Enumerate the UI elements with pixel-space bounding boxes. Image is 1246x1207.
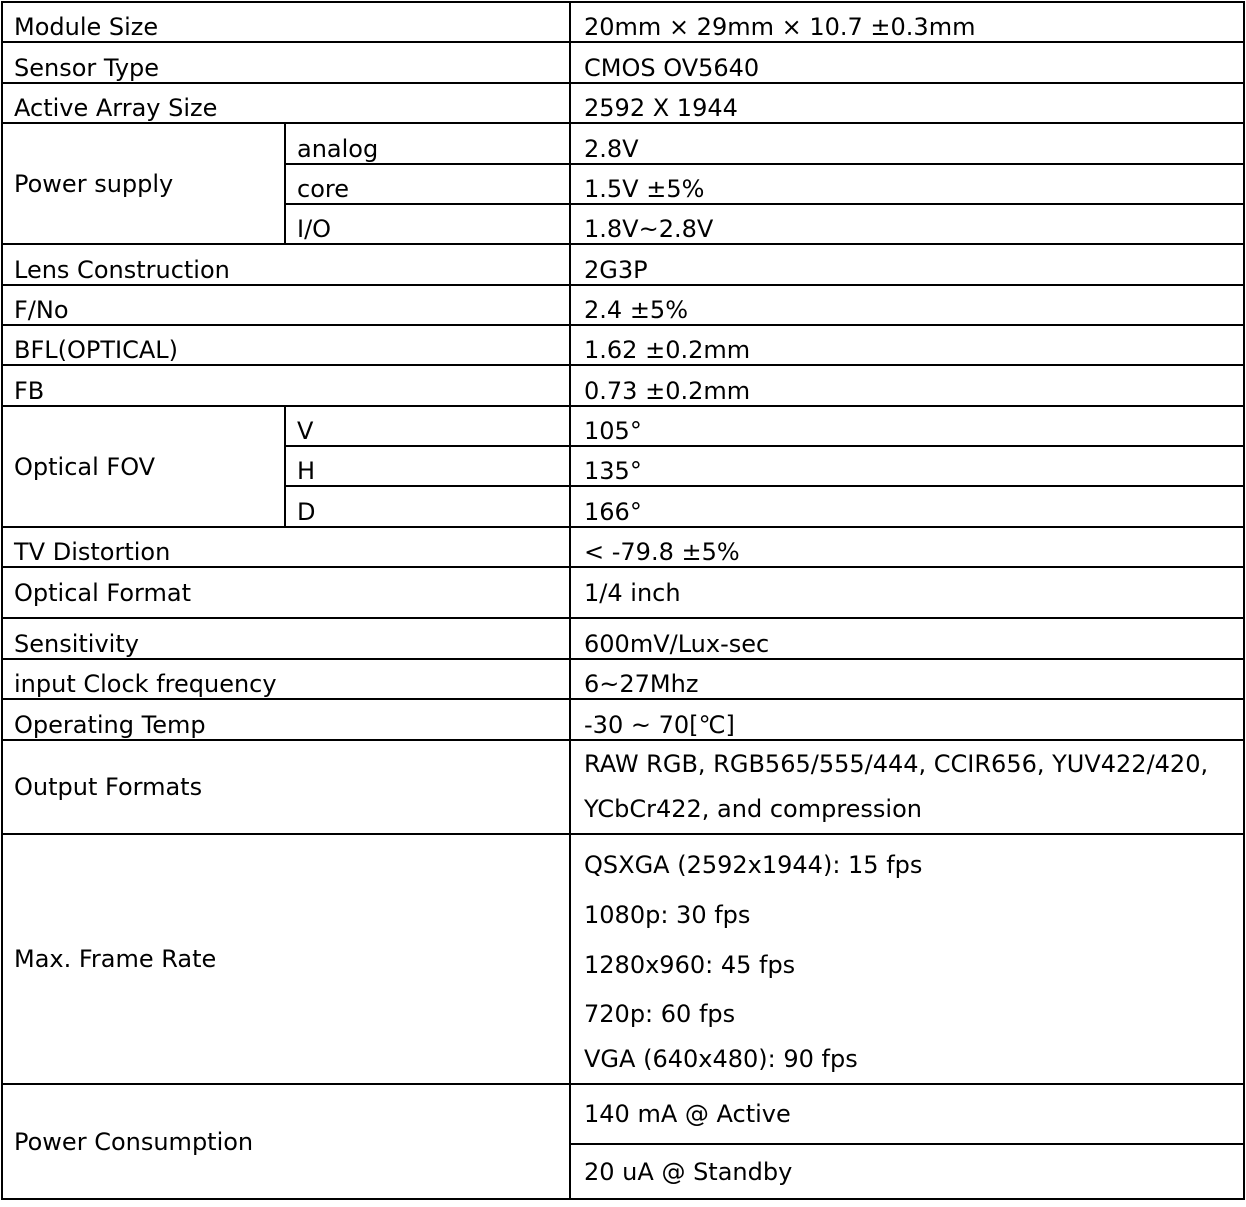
sublabel-analog: analog — [285, 123, 570, 164]
value-fb: 0.73 ±0.2mm — [570, 365, 1244, 406]
value-operating-temp: -30 ~ 70[℃] — [570, 699, 1244, 740]
value-sensitivity: 600mV/Lux-sec — [570, 618, 1244, 659]
row-bfl — [2, 325, 1244, 365]
row-power-active — [2, 1084, 1244, 1144]
label-power-supply: Power supply — [2, 123, 285, 244]
value-input-clock: 6~27Mhz — [570, 659, 1244, 699]
label-tv-distortion: TV Distortion — [2, 527, 570, 567]
value-active-array-size: 2592 X 1944 — [570, 83, 1244, 123]
row-tv-distortion — [2, 527, 1244, 567]
value-fov-v: 105° — [570, 406, 1244, 446]
label-output-formats: Output Formats — [2, 740, 570, 834]
label-sensitivity: Sensitivity — [2, 618, 570, 659]
row-module-size — [2, 2, 1244, 42]
value-power-active: 140 mA @ Active — [570, 1084, 1244, 1144]
output-formats-line: RAW RGB, RGB565/555/444, CCIR656, YUV422/420, — [584, 750, 1209, 778]
label-max-frame-rate: Max. Frame Rate — [2, 834, 570, 1084]
label-operating-temp: Operating Temp — [2, 699, 570, 740]
label-active-array-size: Active Array Size — [2, 83, 570, 123]
value-fov-d: 166° — [570, 486, 1244, 527]
label-f-no: F/No — [2, 285, 570, 325]
frame-rate-line: VGA (640x480): 90 fps — [584, 1045, 858, 1073]
label-input-clock: input Clock frequency — [2, 659, 570, 699]
value-f-no: 2.4 ±5% — [570, 285, 1244, 325]
row-input-clock — [2, 659, 1244, 699]
value-output-formats — [570, 740, 1244, 834]
row-active-array-size — [2, 83, 1244, 123]
value-core: 1.5V ±5% — [570, 164, 1244, 204]
row-output-formats — [2, 740, 1244, 834]
sublabel-d: D — [285, 486, 570, 527]
row-lens-construction — [2, 244, 1244, 285]
value-power-standby: 20 uA @ Standby — [570, 1144, 1244, 1199]
value-module-size: 20mm × 29mm × 10.7 ±0.3mm — [570, 2, 1244, 42]
label-lens-construction: Lens Construction — [2, 244, 570, 285]
value-max-frame-rate — [570, 834, 1244, 1084]
label-module-size: Module Size — [2, 2, 570, 42]
label-bfl: BFL(OPTICAL) — [2, 325, 570, 365]
row-optical-format — [2, 567, 1244, 618]
value-sensor-type: CMOS OV5640 — [570, 42, 1244, 83]
sublabel-v: V — [285, 406, 570, 446]
frame-rate-line: 1280x960: 45 fps — [584, 951, 796, 979]
frame-rate-line: 1080p: 30 fps — [584, 901, 751, 929]
row-sensor-type — [2, 42, 1244, 83]
frame-rate-line: QSXGA (2592x1944): 15 fps — [584, 851, 923, 879]
label-fb: FB — [2, 365, 570, 406]
value-io: 1.8V~2.8V — [570, 204, 1244, 244]
sublabel-core: core — [285, 164, 570, 204]
row-max-frame-rate — [2, 834, 1244, 1084]
label-sensor-type: Sensor Type — [2, 42, 570, 83]
value-fov-h: 135° — [570, 446, 1244, 486]
label-optical-fov: Optical FOV — [2, 406, 285, 527]
frame-rate-line: 720p: 60 fps — [584, 1000, 736, 1028]
row-sensitivity — [2, 618, 1244, 659]
value-bfl: 1.62 ±0.2mm — [570, 325, 1244, 365]
row-f-no — [2, 285, 1244, 325]
sublabel-h: H — [285, 446, 570, 486]
row-fb — [2, 365, 1244, 406]
output-formats-line: YCbCr422, and compression — [584, 795, 922, 823]
value-lens-construction: 2G3P — [570, 244, 1244, 285]
spec-table — [1, 1, 1245, 1200]
label-power-consumption: Power Consumption — [2, 1084, 570, 1199]
value-tv-distortion: < -79.8 ±5% — [570, 527, 1244, 567]
value-analog: 2.8V — [570, 123, 1244, 164]
sublabel-io: I/O — [285, 204, 570, 244]
row-power-analog — [2, 123, 1244, 164]
row-operating-temp — [2, 699, 1244, 740]
row-fov-v — [2, 406, 1244, 446]
label-optical-format: Optical Format — [2, 567, 570, 618]
value-optical-format: 1/4 inch — [570, 567, 1244, 618]
